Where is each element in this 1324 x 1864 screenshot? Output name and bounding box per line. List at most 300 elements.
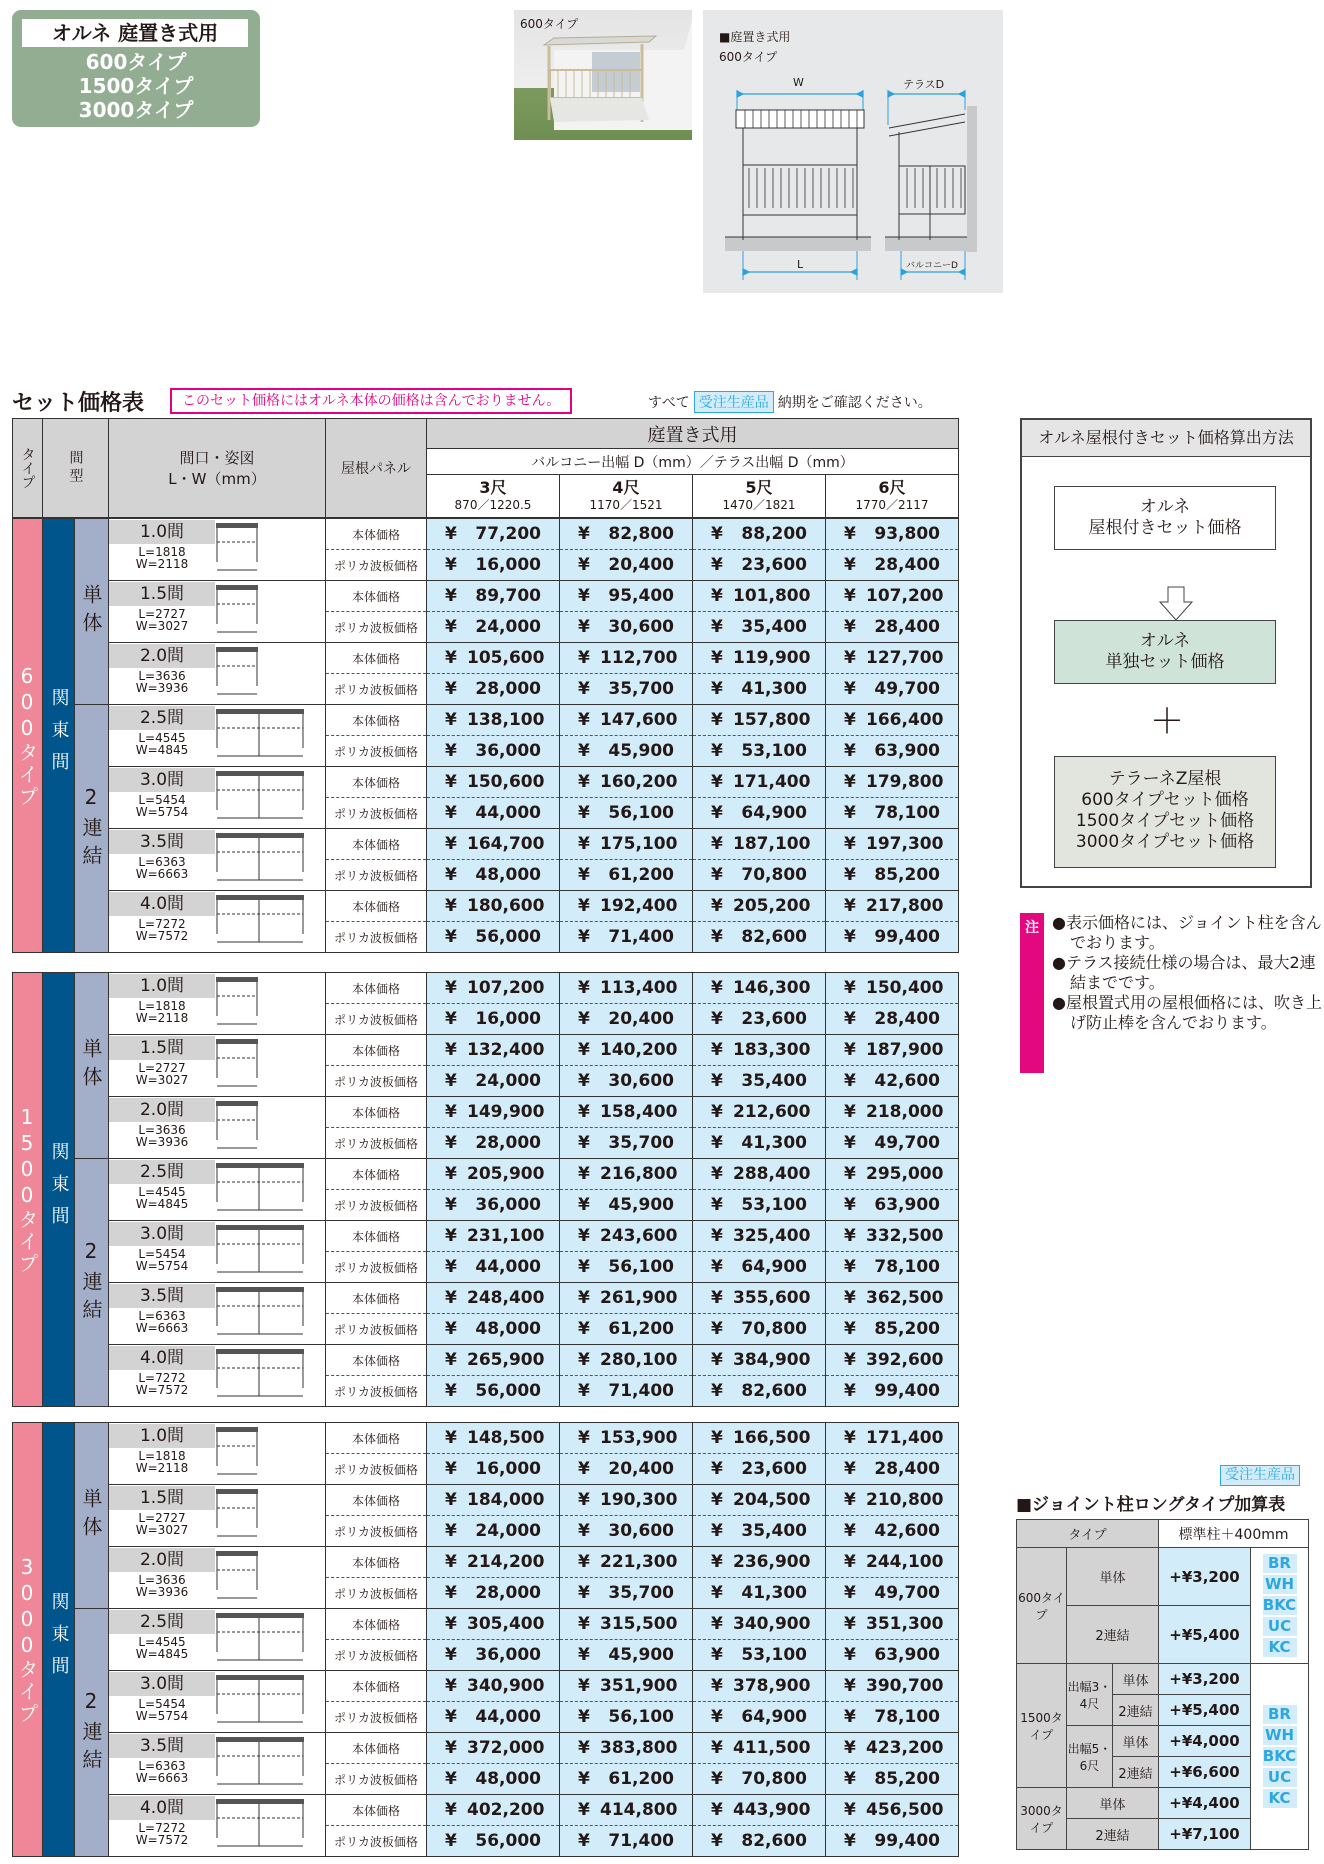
- yen-sign: ¥: [578, 1800, 590, 1820]
- yen-sign: ¥: [578, 1459, 590, 1479]
- price-cell: [826, 1795, 959, 1826]
- panel-label-poly: ポリカ波板価格: [326, 736, 427, 767]
- yen-sign: ¥: [445, 586, 457, 606]
- price-value: 36,000: [475, 1195, 541, 1215]
- price-value: 45,900: [608, 741, 674, 761]
- header-col-4shaku: [560, 475, 693, 518]
- yen-sign: ¥: [578, 1614, 590, 1634]
- size-figure: [215, 1798, 309, 1854]
- header-col-3shaku: [427, 475, 560, 518]
- price-value: 56,000: [475, 1831, 541, 1851]
- panel-label-body: 本体価格: [326, 767, 427, 798]
- size-cell: [109, 1097, 326, 1159]
- price-value: 56,100: [608, 1707, 674, 1727]
- lw-values: [109, 1062, 215, 1086]
- panel-label-poly: ポリカ波板価格: [326, 1454, 427, 1485]
- price-value: 30,600: [608, 1071, 674, 1091]
- product-badge: [12, 10, 260, 127]
- price-cell: [826, 1345, 959, 1376]
- l-value: L=7272: [138, 1370, 186, 1385]
- price-value: 392,600: [866, 1350, 944, 1370]
- lw-values: [109, 546, 215, 570]
- price-value: 16,000: [475, 1009, 541, 1029]
- price-cell: [427, 736, 560, 767]
- lw-values: [109, 1124, 215, 1148]
- price-value: 28,000: [475, 1583, 541, 1603]
- w-value: W=4845: [135, 742, 189, 757]
- price-cell: [427, 643, 560, 674]
- yen-sign: ¥: [445, 1288, 457, 1308]
- price-cell: [693, 1345, 826, 1376]
- price-value: 35,700: [608, 1133, 674, 1153]
- price-cell: [693, 1795, 826, 1826]
- yen-sign: ¥: [578, 1676, 590, 1696]
- yen-sign: ¥: [578, 1071, 590, 1091]
- calc-title: オルネ屋根付きセット価格算出方法: [1022, 420, 1310, 457]
- price-cell: [560, 767, 693, 798]
- yen-sign: ¥: [445, 555, 457, 575]
- lw-values: [109, 794, 215, 818]
- l-value: L=4545: [138, 1634, 186, 1649]
- price-value: 384,900: [733, 1350, 811, 1370]
- joint-3000-single-price: +¥4,400: [1159, 1788, 1251, 1819]
- price-cell: [693, 1066, 826, 1097]
- yen-sign: ¥: [711, 679, 723, 699]
- price-value: 49,700: [874, 679, 940, 699]
- ken-label: 3.0間: [109, 1222, 215, 1246]
- yen-sign: ¥: [844, 741, 856, 761]
- ken-label: 3.5間: [109, 1284, 215, 1308]
- yen-sign: ¥: [844, 1133, 856, 1153]
- price-value: 146,300: [733, 978, 811, 998]
- price-cell: [693, 1097, 826, 1128]
- price-value: 20,400: [608, 1009, 674, 1029]
- yen-sign: ¥: [445, 1133, 457, 1153]
- joint-600-double-price: +¥5,400: [1159, 1606, 1251, 1664]
- w-value: W=4845: [135, 1196, 189, 1211]
- panel-label-body: 本体価格: [326, 1547, 427, 1578]
- yen-sign: ¥: [578, 1381, 590, 1401]
- ken-label: 1.5間: [109, 582, 215, 606]
- yen-sign: ¥: [578, 1102, 590, 1122]
- price-value: 24,000: [475, 617, 541, 637]
- yen-sign: ¥: [844, 1009, 856, 1029]
- section-title: セット価格表: [12, 391, 145, 416]
- badge-type-1500: 1500タイプ: [78, 74, 194, 98]
- price-section-0: [12, 518, 959, 953]
- yen-sign: ¥: [711, 586, 723, 606]
- price-value: 35,400: [741, 1071, 807, 1091]
- l-value: L=4545: [138, 1184, 186, 1199]
- price-value: 64,900: [741, 1257, 807, 1277]
- price-cell: [560, 1516, 693, 1547]
- price-cell: [826, 798, 959, 829]
- price-value: 160,200: [600, 772, 678, 792]
- price-cell: [427, 1097, 560, 1128]
- ken-label: 2.5間: [109, 1610, 215, 1634]
- calc-box-roof: [1054, 756, 1276, 868]
- frame-elevation-icon: [215, 584, 263, 636]
- w-value: W=2118: [135, 1460, 189, 1475]
- price-cell: [560, 1485, 693, 1516]
- joint-made-to-order-tag: 受注生産品: [1220, 1465, 1300, 1486]
- price-cell: [826, 550, 959, 581]
- price-value: 138,100: [467, 710, 545, 730]
- col-label: 5尺: [745, 478, 773, 497]
- price-value: 325,400: [733, 1226, 811, 1246]
- lw-values: [109, 1760, 215, 1784]
- size-figure: [215, 1612, 309, 1668]
- price-value: 175,100: [600, 834, 678, 854]
- ken-label: 2.0間: [109, 1548, 215, 1572]
- price-value: 42,600: [874, 1521, 940, 1541]
- yen-sign: ¥: [844, 1381, 856, 1401]
- price-value: 372,000: [467, 1738, 545, 1758]
- size-cell: [109, 1671, 326, 1733]
- frame-elevation-icon: [215, 646, 263, 698]
- panel-label-body: 本体価格: [326, 705, 427, 736]
- price-cell: [560, 1252, 693, 1283]
- single-label: 単体: [75, 973, 109, 1159]
- price-cell: [693, 973, 826, 1004]
- yen-sign: ¥: [711, 1521, 723, 1541]
- size-figure: [215, 1674, 309, 1730]
- made-to-order-tag: 受注生産品: [694, 391, 774, 413]
- arrow-down-icon: [1158, 586, 1194, 622]
- w-value: W=3027: [135, 618, 189, 633]
- panel-label-poly: ポリカ波板価格: [326, 1826, 427, 1857]
- price-value: 28,400: [874, 1459, 940, 1479]
- price-cell: [427, 973, 560, 1004]
- price-value: 192,400: [600, 896, 678, 916]
- yen-sign: ¥: [445, 1381, 457, 1401]
- color-code: KC: [1263, 1789, 1297, 1808]
- price-cell: [560, 1035, 693, 1066]
- yen-sign: ¥: [844, 1071, 856, 1091]
- panel-label-poly: ポリカ波板価格: [326, 922, 427, 953]
- price-cell: [560, 1376, 693, 1407]
- yen-sign: ¥: [445, 648, 457, 668]
- price-cell: [427, 1485, 560, 1516]
- joint-1500-56-single-price: +¥4,000: [1159, 1726, 1251, 1757]
- photo-label: 600タイプ: [520, 17, 579, 31]
- price-value: 184,000: [467, 1490, 545, 1510]
- yen-sign: ¥: [578, 1769, 590, 1789]
- price-cell: [427, 1702, 560, 1733]
- joint-1500-34-single-label: 単体: [1113, 1664, 1159, 1695]
- price-cell: [560, 674, 693, 705]
- price-value: 41,300: [741, 1583, 807, 1603]
- price-value: 150,400: [866, 978, 944, 998]
- yen-sign: ¥: [711, 772, 723, 792]
- price-value: 280,100: [600, 1350, 678, 1370]
- price-cell: [427, 1423, 560, 1454]
- price-value: 82,600: [741, 1381, 807, 1401]
- panel-label-body: 本体価格: [326, 1035, 427, 1066]
- yen-sign: ¥: [445, 1071, 457, 1091]
- frame-elevation-icon: [215, 708, 309, 760]
- l-value: L=7272: [138, 916, 186, 931]
- price-cell: [560, 612, 693, 643]
- price-cell: [826, 643, 959, 674]
- price-value: 28,000: [475, 1133, 541, 1153]
- calc-box-total-line2: 屋根付きセット価格: [1088, 518, 1242, 538]
- badge-types: [12, 50, 260, 122]
- price-value: 48,000: [475, 1319, 541, 1339]
- price-value: 99,400: [874, 927, 940, 947]
- made-to-order-suffix: 納期をご確認ください。: [777, 395, 932, 411]
- w-value: W=2118: [135, 556, 189, 571]
- price-cell: [826, 1764, 959, 1795]
- price-cell: [693, 1423, 826, 1454]
- kanto-label: 関東間: [43, 1423, 75, 1857]
- price-value: 210,800: [866, 1490, 944, 1510]
- elevation-drawing-icon: [703, 10, 1003, 293]
- price-value: 423,200: [866, 1738, 944, 1758]
- yen-sign: ¥: [844, 896, 856, 916]
- yen-sign: ¥: [844, 1800, 856, 1820]
- price-cell: [427, 1609, 560, 1640]
- yen-sign: ¥: [711, 1350, 723, 1370]
- price-cell: [693, 1671, 826, 1702]
- yen-sign: ¥: [445, 1831, 457, 1851]
- price-value: 295,000: [866, 1164, 944, 1184]
- yen-sign: ¥: [445, 1319, 457, 1339]
- joint-3000-single-label: 単体: [1067, 1788, 1159, 1819]
- price-value: 355,600: [733, 1288, 811, 1308]
- yen-sign: ¥: [445, 1707, 457, 1727]
- w-value: W=3936: [135, 680, 189, 695]
- price-cell: [826, 891, 959, 922]
- price-value: 64,900: [741, 1707, 807, 1727]
- price-cell: [693, 643, 826, 674]
- yen-sign: ¥: [711, 1133, 723, 1153]
- size-cell: [109, 1221, 326, 1283]
- header-form: 間型: [43, 419, 109, 518]
- l-value: L=3636: [138, 668, 186, 683]
- price-cell: [826, 736, 959, 767]
- price-value: 158,400: [600, 1102, 678, 1122]
- yen-sign: ¥: [844, 617, 856, 637]
- price-cell: [427, 1547, 560, 1578]
- frame-elevation-icon: [215, 1286, 309, 1338]
- price-value: 45,900: [608, 1645, 674, 1665]
- size-cell: [109, 581, 326, 643]
- ken-label: 2.0間: [109, 1098, 215, 1122]
- size-cell: [109, 891, 326, 953]
- price-value: 82,600: [741, 927, 807, 947]
- price-cell: [427, 705, 560, 736]
- panel-label-body: 本体価格: [326, 829, 427, 860]
- w-value: W=6663: [135, 1320, 189, 1335]
- joint-1500-56-double-price: +¥6,600: [1159, 1757, 1251, 1788]
- price-value: 71,400: [608, 1381, 674, 1401]
- price-cell: [693, 1190, 826, 1221]
- yen-sign: ¥: [844, 803, 856, 823]
- lw-values: [109, 670, 215, 694]
- price-value: 190,300: [600, 1490, 678, 1510]
- lw-values: [109, 1698, 215, 1722]
- price-cell: [826, 1004, 959, 1035]
- price-value: 42,600: [874, 1071, 940, 1091]
- yen-sign: ¥: [711, 896, 723, 916]
- yen-sign: ¥: [844, 1490, 856, 1510]
- price-cell: [427, 1516, 560, 1547]
- price-cell: [560, 1283, 693, 1314]
- price-value: 197,300: [866, 834, 944, 854]
- price-cell: [826, 1159, 959, 1190]
- price-value: 212,600: [733, 1102, 811, 1122]
- frame-elevation-icon: [215, 1736, 309, 1788]
- calc-box-total-line1: オルネ: [1139, 497, 1191, 517]
- price-cell: [693, 1702, 826, 1733]
- w-value: W=7572: [135, 1832, 189, 1847]
- yen-sign: ¥: [445, 710, 457, 730]
- price-cell: [427, 1190, 560, 1221]
- terrace-d-label: テラスD: [903, 78, 945, 91]
- w-value: W=7572: [135, 928, 189, 943]
- ken-label: 2.5間: [109, 1160, 215, 1184]
- price-cell: [560, 1764, 693, 1795]
- price-cell: [826, 1733, 959, 1764]
- yen-sign: ¥: [844, 1226, 856, 1246]
- yen-sign: ¥: [578, 1319, 590, 1339]
- price-cell: [560, 1826, 693, 1857]
- price-cell: [427, 1035, 560, 1066]
- yen-sign: ¥: [844, 1831, 856, 1851]
- joint-head-type: タイプ: [1017, 1520, 1159, 1548]
- joint-width-56: 出幅5・6尺: [1067, 1726, 1113, 1788]
- yen-sign: ¥: [445, 772, 457, 792]
- price-value: 390,700: [866, 1676, 944, 1696]
- joint-type-600: 600タイプ: [1017, 1548, 1067, 1664]
- size-figure: [215, 646, 263, 702]
- header-roof-panel: 屋根パネル: [326, 419, 427, 518]
- price-cell: [693, 1252, 826, 1283]
- price-value: 305,400: [467, 1614, 545, 1634]
- price-value: 56,100: [608, 1257, 674, 1277]
- col-label: 3尺: [479, 478, 507, 497]
- yen-sign: ¥: [445, 1164, 457, 1184]
- joint-pillar-table: [1016, 1519, 1309, 1850]
- w-value: W=3936: [135, 1134, 189, 1149]
- price-cell: [826, 1252, 959, 1283]
- yen-sign: ¥: [711, 524, 723, 544]
- double-label: 2連結: [75, 705, 109, 953]
- price-value: 48,000: [475, 1769, 541, 1789]
- yen-sign: ¥: [445, 1257, 457, 1277]
- yen-sign: ¥: [844, 555, 856, 575]
- price-cell: [826, 1221, 959, 1252]
- header-col-5shaku: [693, 475, 826, 518]
- price-value: 85,200: [874, 865, 940, 885]
- price-cell: [826, 581, 959, 612]
- price-value: 88,200: [741, 524, 807, 544]
- price-value: 340,900: [733, 1614, 811, 1634]
- w-value: W=5754: [135, 804, 189, 819]
- yen-sign: ¥: [711, 648, 723, 668]
- w-dimension-label: W: [793, 76, 804, 89]
- price-cell: [427, 1671, 560, 1702]
- note-item: ●表示価格には、ジョイント柱を含んでおります。: [1052, 913, 1322, 952]
- type-label: 1500タイプ: [13, 973, 43, 1407]
- yen-sign: ¥: [844, 1707, 856, 1727]
- price-value: 48,000: [475, 865, 541, 885]
- joint-head-std: 標準柱＋400mm: [1159, 1520, 1309, 1548]
- panel-label-body: 本体価格: [326, 1795, 427, 1826]
- note-label: 注: [1020, 913, 1044, 1073]
- price-value: 28,400: [874, 1009, 940, 1029]
- panel-label-body: 本体価格: [326, 973, 427, 1004]
- lw-values: [109, 1822, 215, 1846]
- yen-sign: ¥: [711, 1319, 723, 1339]
- price-cell: [693, 1004, 826, 1035]
- badge-type-3000: 3000タイプ: [78, 98, 194, 122]
- price-cell: [826, 829, 959, 860]
- price-section-1: [12, 972, 959, 1407]
- price-value: 16,000: [475, 555, 541, 575]
- badge-type-600: 600タイプ: [85, 50, 187, 74]
- panel-label-body: 本体価格: [326, 1423, 427, 1454]
- price-value: 171,400: [866, 1428, 944, 1448]
- l-value: L=4545: [138, 730, 186, 745]
- price-cell: [427, 519, 560, 550]
- yen-sign: ¥: [578, 617, 590, 637]
- price-cell: [693, 581, 826, 612]
- price-value: 35,700: [608, 1583, 674, 1603]
- frame-elevation-icon: [215, 1100, 263, 1152]
- l-value: L=1818: [138, 544, 186, 559]
- price-cell: [826, 1485, 959, 1516]
- l-value: L=3636: [138, 1572, 186, 1587]
- yen-sign: ¥: [711, 1676, 723, 1696]
- yen-sign: ¥: [711, 803, 723, 823]
- panel-label-poly: ポリカ波板価格: [326, 674, 427, 705]
- size-figure: [215, 976, 263, 1032]
- price-value: 265,900: [467, 1350, 545, 1370]
- price-cell: [427, 1004, 560, 1035]
- panel-label-poly: ポリカ波板価格: [326, 860, 427, 891]
- price-value: 49,700: [874, 1583, 940, 1603]
- note-item: ●テラス接続仕様の場合は、最大2連結までです。: [1052, 953, 1316, 992]
- price-cell: [826, 1702, 959, 1733]
- kanto-label: 関東間: [43, 973, 75, 1407]
- color-code: BR: [1263, 1705, 1297, 1724]
- w-value: W=6663: [135, 1770, 189, 1785]
- yen-sign: ¥: [844, 1319, 856, 1339]
- price-cell: [693, 1733, 826, 1764]
- yen-sign: ¥: [711, 834, 723, 854]
- price-cell: [560, 1097, 693, 1128]
- price-cell: [560, 1609, 693, 1640]
- price-value: 402,200: [467, 1800, 545, 1820]
- ken-label: 1.0間: [109, 520, 215, 544]
- price-cell: [826, 1097, 959, 1128]
- price-cell: [560, 860, 693, 891]
- panel-label-poly: ポリカ波板価格: [326, 1578, 427, 1609]
- color-code: WH: [1263, 1575, 1297, 1594]
- l-value: L=6363: [138, 1758, 186, 1773]
- price-value: 243,600: [600, 1226, 678, 1246]
- price-value: 231,100: [467, 1226, 545, 1246]
- l-value: L=2727: [138, 1060, 186, 1075]
- price-value: 340,900: [467, 1676, 545, 1696]
- price-value: 244,100: [866, 1552, 944, 1572]
- price-cell: [427, 1640, 560, 1671]
- yen-sign: ¥: [578, 1040, 590, 1060]
- price-value: 218,000: [866, 1102, 944, 1122]
- frame-elevation-icon: [215, 1798, 309, 1850]
